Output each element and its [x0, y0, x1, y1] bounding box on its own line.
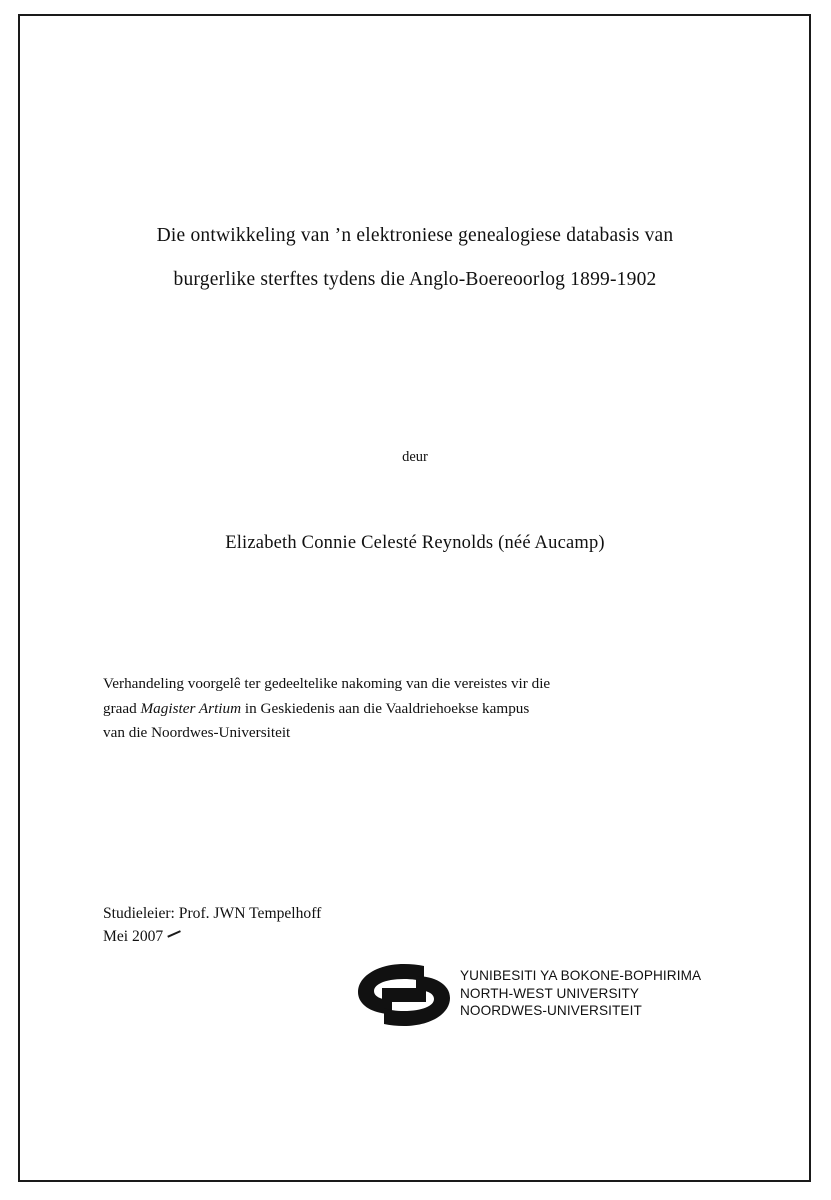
logo-text-line-1: YUNIBESITI YA BOKONE-BOPHIRIMA	[460, 968, 702, 983]
university-logo	[260, 962, 702, 1034]
logo-text-line-3: NOORDWES-UNIVERSITEIT	[460, 1003, 642, 1019]
page-title-line-1: Die ontwikkeling van ’n elektroniese genealogiese databasis van	[156, 225, 674, 246]
degree-statement-line-1: Verhandeling voorgelê ter gedeeltelike nakoming van die vereistes vir die	[103, 675, 551, 692]
handwritten-strike-mark	[167, 930, 180, 937]
degree-statement-line-3: van die Noordwes-Universiteit	[103, 724, 291, 741]
date-line: Mei 2007	[103, 928, 164, 945]
university-logo-text	[460, 967, 701, 1020]
north-west-university-logo-mark	[352, 962, 456, 1028]
degree-statement-line-2-prefix: graad	[103, 699, 141, 717]
degree-statement-line-2	[103, 697, 711, 722]
supervisor-line: Studieleier: Prof. JWN Tempelhoff	[103, 905, 322, 922]
by-label: deur	[402, 449, 428, 465]
author-name: Elizabeth Connie Celesté Reynolds (néé Aucamp)	[225, 533, 605, 553]
page-title-line-2: burgerlike sterftes tydens die Anglo-Boereoorlog 1899-1902	[173, 269, 657, 290]
supervisor-block	[103, 902, 603, 948]
date-line-wrapper	[103, 925, 163, 948]
title-page-content	[100, 14, 730, 1182]
degree-statement	[103, 672, 711, 746]
degree-statement-line-2-suffix: in Geskiedenis aan die Vaaldriehoekse kampus	[241, 699, 530, 717]
logo-text-line-2: NORTH-WEST UNIVERSITY	[460, 985, 640, 1001]
page-title	[100, 214, 730, 302]
degree-name-italic: Magister Artium	[140, 699, 242, 717]
